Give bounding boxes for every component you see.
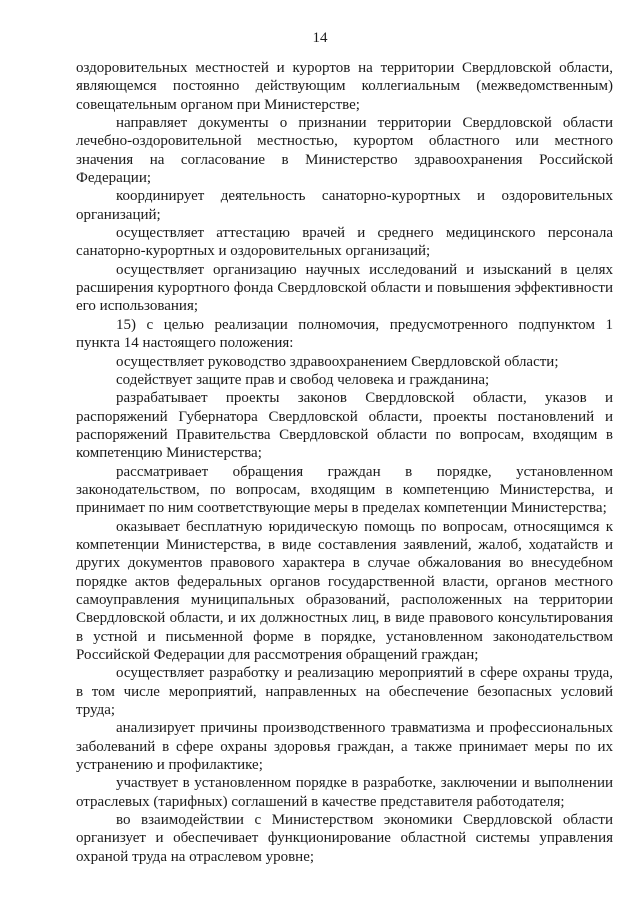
paragraph: 15) с целью реализации полномочия, предусмотренного подпунктом 1 пункта 14 настоящего положения: [76,316,613,352]
paragraph: рассматривает обращения граждан в порядке, установленном законодательством, по вопросам, входящим в компетенцию Министерства, и принимает по ним соответствующие меры в пределах компетенции Министерства; [76,463,613,517]
paragraph: содействует защите прав и свобод человека и гражданина; [116,371,490,388]
paragraph: оказывает бесплатную юридическую помощь по вопросам, относящимся к компетенции Министерства, в виде составления заявлений, жалоб, ходатайств и других документов правового характера в случае обжалования во внесудебном порядке актов федеральных органов государственной власти, органов местного самоуправления муниципальных образований, расположенных на территории Свердловской области, и их должностных лиц, в виде правового консультирования в устной и письменной форме в порядке, установленном законодательством Российской Федерации для рассмотрения обращений граждан; [76,518,613,663]
paragraph: осуществляет аттестацию врачей и среднего медицинского персонала санаторно-курортных и оздоровительных организаций; [76,225,613,260]
paragraph: разрабатывает проекты законов Свердловской области, указов и распоряжений Губернатора Свердловской области, проекты постановлений и распоряжений Правительства Свердловской области по вопросам, входящим в компетенцию Министерства; [76,390,613,462]
paragraph: осуществляет организацию научных исследований и изысканий в целях расширения курортного фонда Свердловской области и повышения эффективности его использования; [76,261,613,315]
paragraph: во взаимодействии с Министерством экономики Свердловской области организует и обеспечивает функционирование областной системы управления охраной труда на отраслевом уровне; [76,812,613,865]
paragraph: осуществляет разработку и реализацию мероприятий в сфере охраны труда, в том числе мероприятий, направленных на обеспечение безопасных условий труда; [76,665,613,719]
paragraph: направляет документы о признании территории Свердловской области лечебно-оздоровительной местностью, курортом областного или местного значения на согласование в Министерство здравоохранения Российской Федерации; [76,115,613,187]
paragraph: осуществляет руководство здравоохранением Свердловской области; [116,353,559,370]
page-number: 14 [312,30,328,46]
paragraph: координирует деятельность санаторно-курортных и оздоровительных организаций; [76,188,613,223]
paragraph: анализирует причины производственного травматизма и профессиональных заболеваний в сфере охраны здоровья граждан, а также принимает меры по их устранению и профилактике; [76,720,613,774]
document-body [76,59,613,866]
paragraph: участвует в установленном порядке в разработке, заключении и выполнении отраслевых (тарифных) соглашений в качестве представителя работодателя; [76,775,613,810]
paragraph: оздоровительных местностей и курортов на территории Свердловской области, являющемся постоянно действующим коллегиальным (межведомственным) совещательным органом при Министерстве; [76,60,613,113]
